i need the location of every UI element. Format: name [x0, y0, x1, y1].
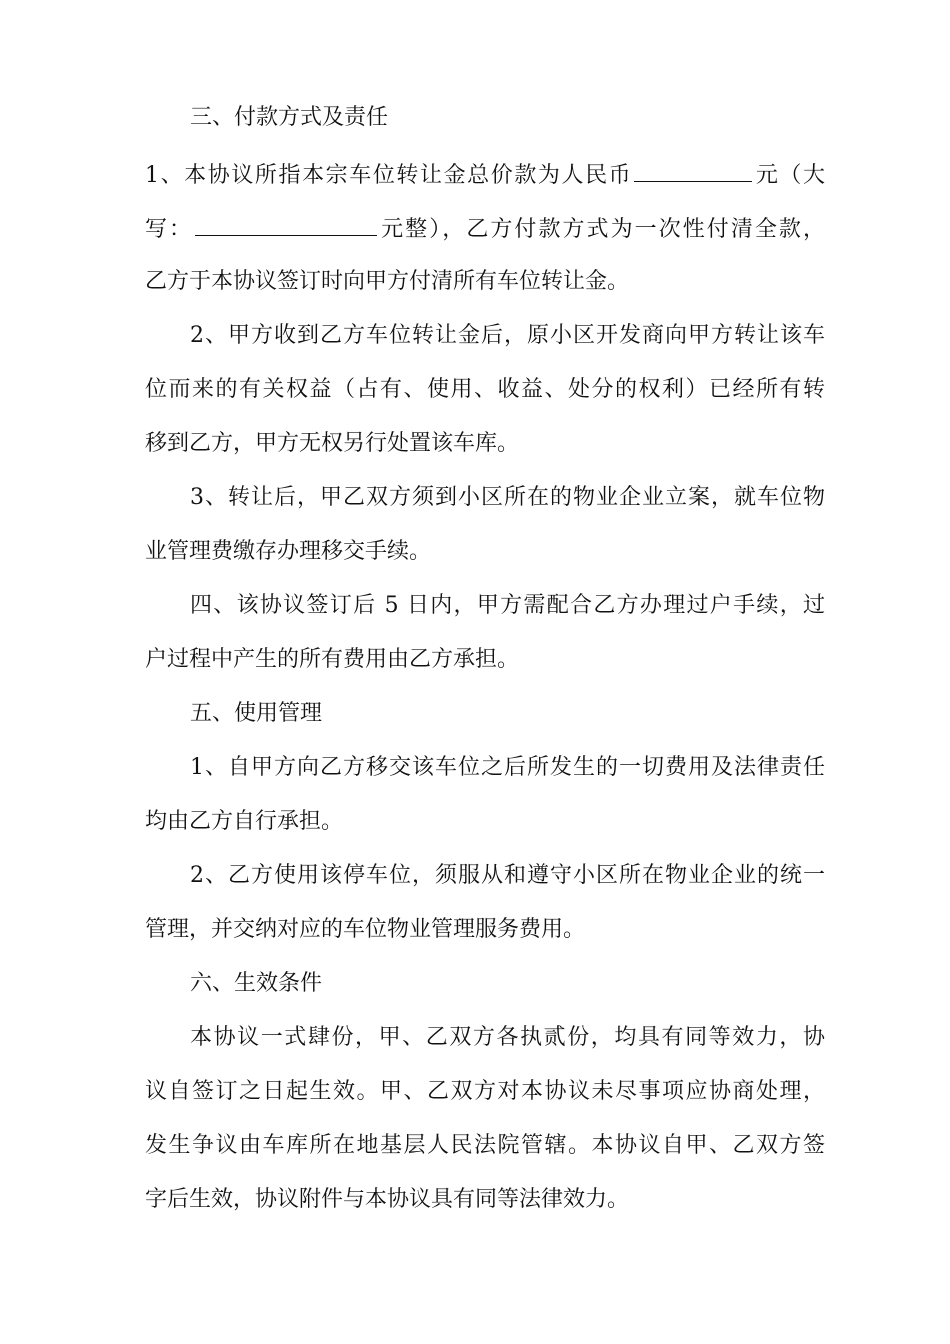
- text-line-15: 2、乙方使用该停车位，须服从和遵守小区所在物业企业的统一: [190, 863, 825, 888]
- text-line-8: 3、转让后，甲乙双方须到小区所在的物业企业立案，就车位物: [190, 485, 825, 510]
- fill-in-blank: [634, 159, 752, 182]
- text-segment: 元（大: [754, 163, 825, 188]
- text-line-2: [145, 159, 825, 191]
- text-line-1: 三、付款方式及责任: [190, 105, 389, 130]
- text-line-18: 本协议一式肆份，甲、乙双方各执贰份，均具有同等效力，协: [190, 1025, 825, 1050]
- text-line-20: 发生争议由车库所在地基层人民法院管辖。本协议自甲、乙双方签: [145, 1133, 825, 1158]
- text-line-11: 户过程中产生的所有费用由乙方承担。: [145, 647, 520, 672]
- text-segment: 1、本协议所指本宗车位转让金总价款为人民币: [145, 163, 633, 188]
- fill-in-blank: [195, 213, 377, 236]
- text-line-7: 移到乙方，甲方无权另行处置该车库。: [145, 431, 520, 456]
- text-line-12: 五、使用管理: [190, 701, 323, 726]
- text-line-10: 四、该协议签订后 5 日内，甲方需配合乙方办理过户手续，过: [190, 593, 825, 618]
- text-segment: 写：: [145, 217, 194, 242]
- text-line-19: 议自签订之日起生效。甲、乙双方对本协议未尽事项应协商处理，: [145, 1079, 825, 1104]
- text-line-6: 位而来的有关权益（占有、使用、收益、处分的权利）已经所有转: [145, 377, 825, 402]
- text-line-3: [145, 213, 825, 245]
- text-segment: 元整），乙方付款方式为一次性付清全款，: [379, 217, 825, 242]
- text-line-9: 业管理费缴存办理移交手续。: [145, 539, 432, 564]
- text-line-13: 1、自甲方向乙方移交该车位之后所发生的一切费用及法律责任: [190, 755, 825, 780]
- text-line-17: 六、生效条件: [190, 971, 323, 996]
- text-line-14: 均由乙方自行承担。: [145, 809, 344, 834]
- text-line-5: 2、甲方收到乙方车位转让金后，原小区开发商向甲方转让该车: [190, 323, 825, 348]
- text-line-21: 字后生效，协议附件与本协议具有同等法律效力。: [145, 1187, 630, 1212]
- text-line-16: 管理，并交纳对应的车位物业管理服务费用。: [145, 917, 586, 942]
- text-line-4: 乙方于本协议签订时向甲方付清所有车位转让金。: [145, 269, 630, 294]
